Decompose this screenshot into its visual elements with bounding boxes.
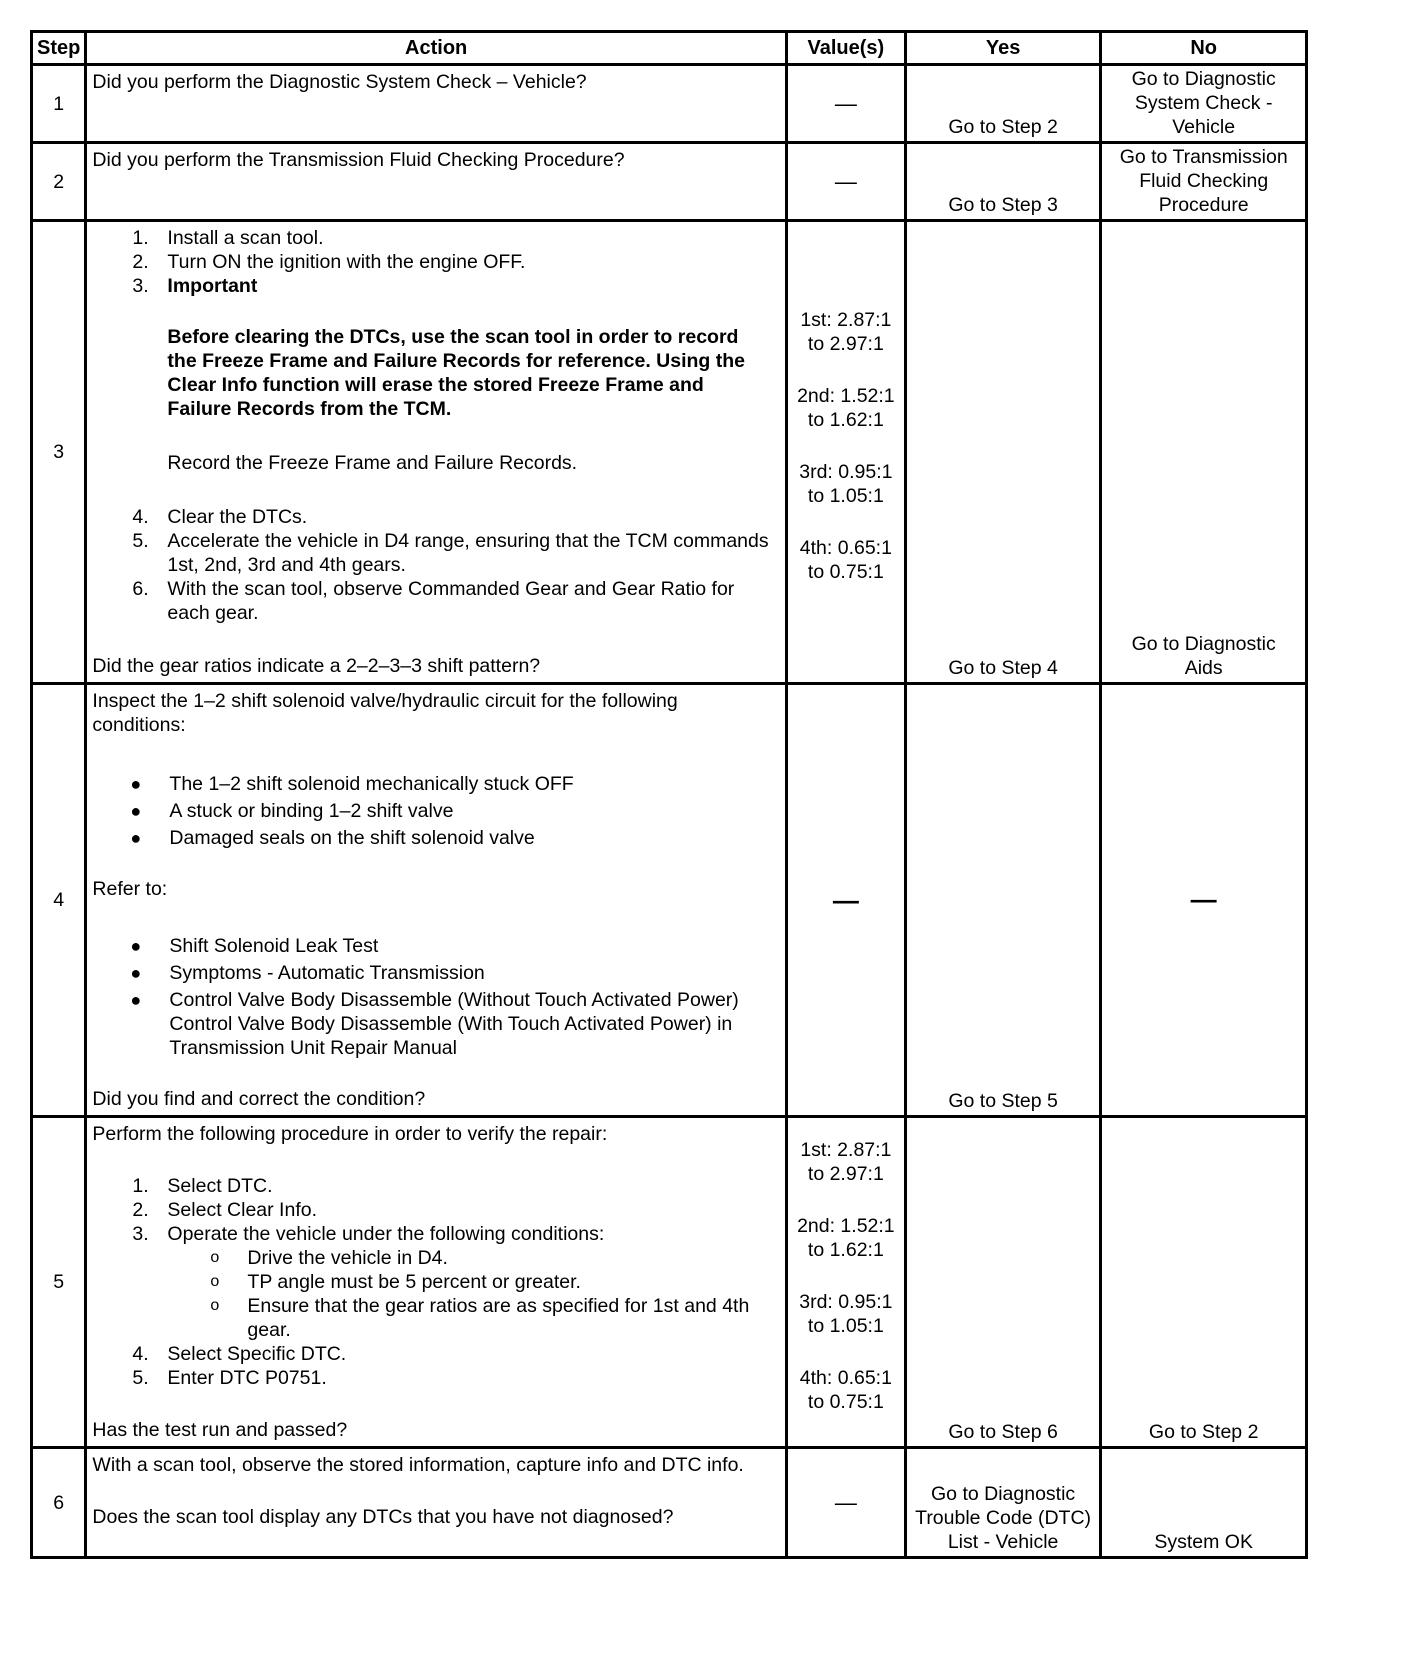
action-cell (86, 143, 786, 221)
record-instruction: Record the Freeze Frame and Failure Records. (167, 452, 578, 474)
step-number: 6 (32, 1448, 86, 1558)
bullet-list (92, 772, 774, 850)
value-cell (786, 221, 905, 684)
numbered-list (92, 226, 774, 298)
important-note: Before clearing the DTCs, use the scan tool in order to record the Freeze Frame and Failure Records for reference. Using the Clear Info function will erase the stored Freeze Frame and Failure Records from the TCM. (167, 326, 746, 420)
list-item: 3. Operate the vehicle under the following conditions: (132, 1223, 605, 1245)
gear-ratio: 1st: 2.87:1 to 2.97:1 (800, 1139, 892, 1185)
list-item: o Drive the vehicle in D4. (210, 1247, 448, 1269)
list-item: ● The 1–2 shift solenoid mechanically stuck OFF (130, 773, 574, 795)
value-cell: — (786, 143, 905, 221)
yes-cell: Go to Diagnostic Trouble Code (DTC) List - Vehicle (905, 1448, 1101, 1558)
value-cell: — (786, 65, 905, 143)
action-question: Does the scan tool display any DTCs that you have not diagnosed? (92, 1506, 674, 1528)
list-item: o TP angle must be 5 percent or greater. (210, 1271, 581, 1293)
gear-ratio: 4th: 0.65:1 to 0.75:1 (799, 537, 892, 583)
list-item: 3. Important (92, 274, 774, 298)
gear-ratio: 2nd: 1.52:1 to 1.62:1 (797, 385, 895, 431)
refer-label: Refer to: (92, 878, 168, 900)
sub-list (92, 1246, 774, 1342)
step-number: 1 (32, 65, 86, 143)
list-item: ● Control Valve Body Disassemble (Without Touch Activated Power) Control Valve Body Disassemble (With Touch Activated Power) in Transmission Unit Repair Manual (130, 989, 739, 1059)
header-step: Step (32, 32, 86, 65)
yes-cell: Go to Step 5 (905, 684, 1101, 1117)
list-item: 2. Select Clear Info. (132, 1199, 317, 1221)
important-label: Important (167, 275, 258, 297)
gear-ratio: 1st: 2.87:1 to 2.97:1 (800, 309, 892, 355)
list-item: 4. Select Specific DTC. (132, 1343, 347, 1365)
gear-ratio: 2nd: 1.52:1 to 1.62:1 (797, 1215, 895, 1261)
yes-cell: Go to Step 6 (905, 1117, 1101, 1448)
value-cell (786, 1117, 905, 1448)
action-intro: Inspect the 1–2 shift solenoid valve/hydraulic circuit for the following conditions: (92, 690, 678, 736)
action-intro: With a scan tool, observe the stored information, capture info and DTC info. (92, 1454, 744, 1476)
yes-cell: Go to Step 2 (905, 65, 1101, 143)
yes-cell: Go to Step 3 (905, 143, 1101, 221)
list-item: 4. Clear the DTCs. (132, 506, 308, 528)
list-item: 5. Accelerate the vehicle in D4 range, ensuring that the TCM commands 1st, 2nd, 3rd and 4th gears. (132, 530, 769, 576)
header-action: Action (86, 32, 786, 65)
list-item: 1. Install a scan tool. (132, 227, 324, 249)
header-no: No (1101, 32, 1307, 65)
list-item: ● A stuck or binding 1–2 shift valve (130, 800, 454, 822)
action-cell (86, 684, 786, 1117)
step-row-6 (32, 1448, 1307, 1558)
action-cell (86, 1117, 786, 1448)
list-item: 2. Turn ON the ignition with the engine OFF. (132, 251, 526, 273)
list-item: 1. Select DTC. (132, 1175, 273, 1197)
no-cell: Go to Diagnostic System Check - Vehicle (1101, 65, 1307, 143)
step-number: 2 (32, 143, 86, 221)
action-question: Has the test run and passed? (92, 1419, 348, 1441)
header-values: Value(s) (786, 32, 905, 65)
gear-ratio: 4th: 0.65:1 to 0.75:1 (799, 1367, 892, 1413)
no-cell: Go to Step 2 (1101, 1117, 1307, 1448)
action-question: Did you find and correct the condition? (92, 1088, 426, 1110)
gear-ratio: 3rd: 0.95:1 to 1.05:1 (799, 1291, 893, 1337)
list-item: ● Damaged seals on the shift solenoid valve (130, 827, 535, 849)
header-row (32, 32, 1307, 65)
gear-ratio: 3rd: 0.95:1 to 1.05:1 (799, 461, 893, 507)
list-item: 6. With the scan tool, observe Commanded Gear and Gear Ratio for each gear. (132, 578, 735, 624)
step-row-1 (32, 65, 1307, 143)
header-yes: Yes (905, 32, 1101, 65)
list-item: o Ensure that the gear ratios are as specified for 1st and 4th gear. (210, 1295, 750, 1341)
step-number: 5 (32, 1117, 86, 1448)
value-cell: — (786, 684, 905, 1117)
list-item: 5. Enter DTC P0751. (132, 1367, 327, 1389)
action-question: Did you perform the Diagnostic System Check – Vehicle? (92, 71, 587, 93)
numbered-list (92, 1342, 774, 1390)
diagnostic-table (30, 30, 1308, 1559)
step-number: 4 (32, 684, 86, 1117)
action-question: Did you perform the Transmission Fluid Checking Procedure? (92, 149, 625, 171)
no-cell: Go to Transmission Fluid Checking Procedure (1101, 143, 1307, 221)
numbered-list (92, 1174, 774, 1246)
step-row-4 (32, 684, 1307, 1117)
no-cell: Go to Diagnostic Aids (1101, 221, 1307, 684)
action-cell (86, 221, 786, 684)
action-intro: Perform the following procedure in order to verify the repair: (92, 1123, 608, 1145)
bullet-list (92, 934, 774, 1060)
step-row-5 (32, 1117, 1307, 1448)
list-item: ● Symptoms - Automatic Transmission (130, 962, 485, 984)
step-number: 3 (32, 221, 86, 684)
step-row-2 (32, 143, 1307, 221)
list-item: ● Shift Solenoid Leak Test (130, 935, 379, 957)
no-cell: — (1101, 684, 1307, 1117)
value-cell: — (786, 1448, 905, 1558)
yes-cell: Go to Step 4 (905, 221, 1101, 684)
numbered-list (92, 505, 774, 625)
step-row-3 (32, 221, 1307, 684)
no-cell: System OK (1101, 1448, 1307, 1558)
action-question: Did the gear ratios indicate a 2–2–3–3 shift pattern? (92, 655, 541, 677)
action-cell (86, 1448, 786, 1558)
action-cell (86, 65, 786, 143)
